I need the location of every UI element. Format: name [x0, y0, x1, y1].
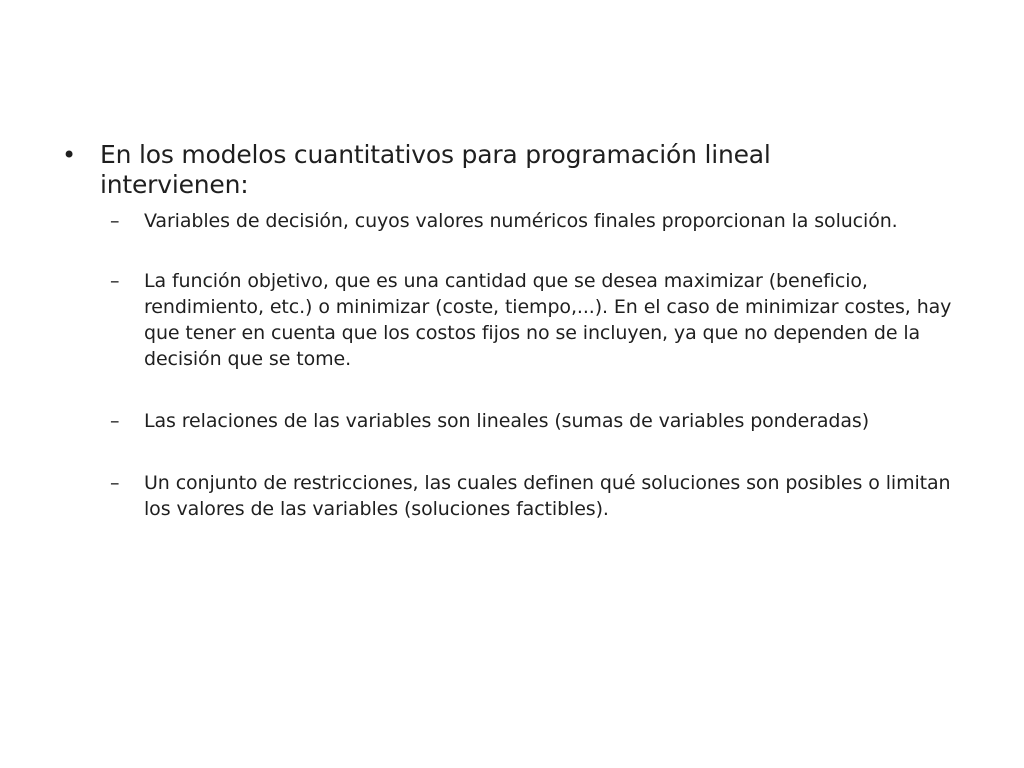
- sub-bullet-objective-function: [110, 268, 962, 372]
- sub-bullet-linear-relations: [110, 408, 962, 434]
- dash-marker: –: [110, 210, 120, 232]
- sub-bullet-text: La función objetivo, que es una cantidad que se desea maximizar (beneficio, rendimiento, etc.) o minimizar (coste, tiempo,...). En el caso de minimizar costes, hay que tener en cuenta que los costos fijos no se incluyen, ya que no dependen de la decisión que se tome.: [144, 270, 952, 370]
- sub-bullet-text: Variables de decisión, cuyos valores numéricos finales proporcionan la solución.: [144, 210, 898, 232]
- bullet-marker: •: [62, 141, 76, 169]
- sub-bullet-text: Las relaciones de las variables son lineales (sumas de variables ponderadas): [144, 410, 870, 432]
- sub-bullet-variables: [110, 208, 962, 234]
- dash-marker: –: [110, 410, 120, 432]
- dash-marker: –: [110, 270, 120, 292]
- slide-content: [62, 140, 962, 522]
- sub-bullet-constraints: [110, 470, 962, 522]
- main-bullet-text: En los modelos cuantitativos para programación lineal intervienen:: [100, 140, 771, 199]
- sub-bullet-text: Un conjunto de restricciones, las cuales definen qué soluciones son posibles o limitan los valores de las variables (soluciones factibles).: [144, 472, 951, 520]
- main-bullet: [62, 140, 962, 200]
- dash-marker: –: [110, 472, 120, 494]
- sub-bullet-list: [62, 208, 962, 522]
